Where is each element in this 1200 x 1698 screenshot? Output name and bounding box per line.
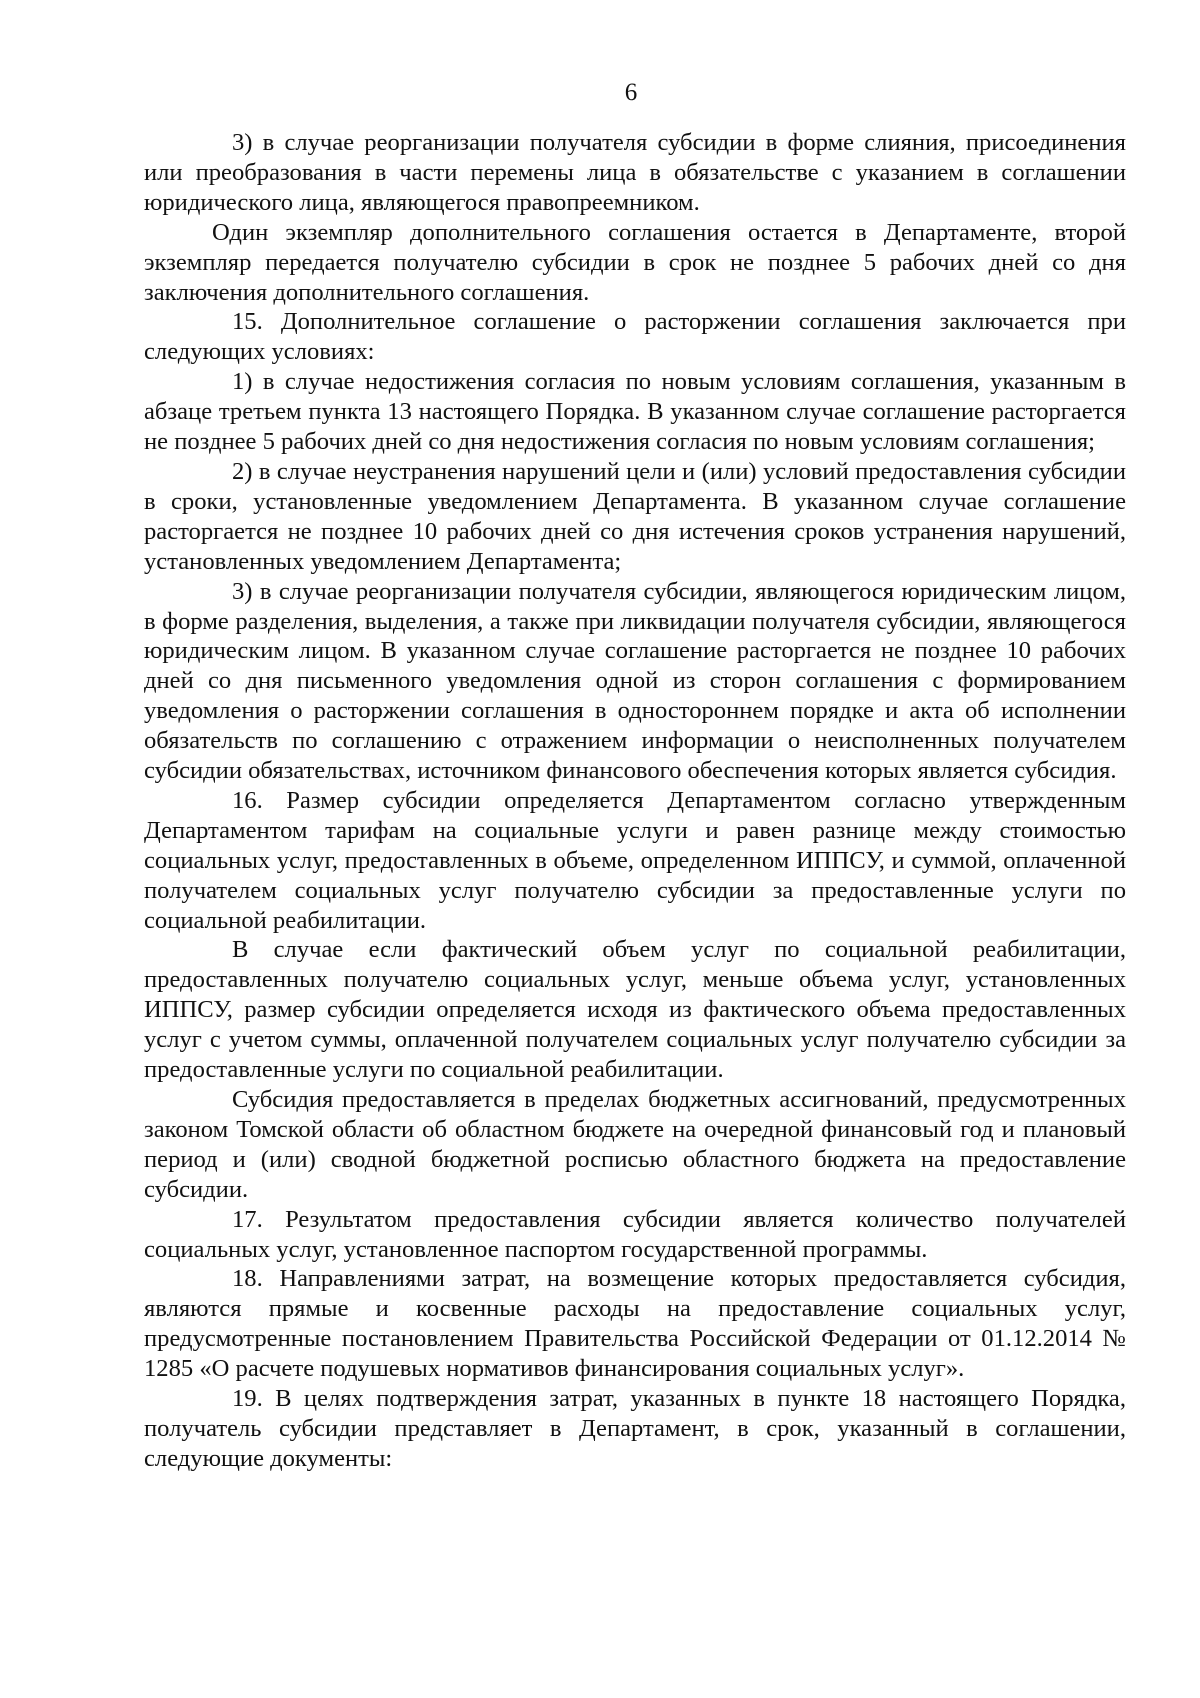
paragraph-additional-agreement-copy: Один экземпляр дополнительного соглашения остается в Департаменте, второй экземпляр передается получателю субсидии в срок не позднее 5 рабочих дней со дня заключения дополнительного соглашения. (144, 218, 1126, 306)
paragraph-15-termination-conditions: 15. Дополнительное соглашение о расторжении соглашения заключается при следующих условиях: (144, 308, 1126, 366)
page-number: 6 (624, 79, 638, 106)
paragraph-16-subsidy-amount: 16. Размер субсидии определяется Департаментом согласно утвержденным Департаментом тарифам на социальные услуги и равен разнице между стоимостью социальных услуг, предоставленных в объеме, определенном ИППСУ, и суммой, оплаченной получателем социальных услуг получателю субсидии за предоставленные услуги по социальной реабилитации. (144, 786, 1126, 934)
paragraph-16-budget-limits: Субсидия предоставляется в пределах бюджетных ассигнований, предусмотренных законом Томской области об областном бюджете на очередной финансовый год и плановый период и (или) сводной бюджетной росписью областного бюджета на предоставление субсидии. (144, 1086, 1126, 1203)
paragraph-15-condition-3: 3) в случае реорганизации получателя субсидии, являющегося юридическим лицом, в форме разделения, выделения, а также при ликвидации получателя субсидии, являющегося юридическим лицом. В указанном случае соглашение расторгается не позднее 10 рабочих дней со дня письменного уведомления одной из сторон соглашения с формированием уведомления о расторжении соглашения в одностороннем порядке и акта об исполнении обязательств по соглашению с отражением информации о неисполненных получателем субсидии обязательствах, источником финансового обеспечения которых является субсидия. (144, 577, 1126, 785)
paragraph-15-condition-2: 2) в случае неустранения нарушений цели и (или) условий предоставления субсидии в сроки, установленные уведомлением Департамента. В указанном случае соглашение расторгается не позднее 10 рабочих дней со дня истечения сроков устранения нарушений, установленных уведомлением Департамента; (144, 457, 1126, 575)
paragraph-17-result: 17. Результатом предоставления субсидии является количество получателей социальных услуг, установленное паспортом государственной программы. (144, 1205, 1126, 1263)
paragraph-15-condition-1: 1) в случае недостижения согласия по новым условиям соглашения, указанным в абзаце третьем пункта 13 настоящего Порядка. В указанном случае соглашение расторгается не позднее 5 рабочих дней со дня недостижения согласия по новым условиям соглашения; (144, 368, 1126, 456)
document-body (144, 128, 1126, 1474)
paragraph-18-cost-directions: 18. Направлениями затрат, на возмещение которых предоставляется субсидия, являются прямые и косвенные расходы на предоставление социальных услуг, предусмотренные постановлением Правительства Российской Федерации от 01.12.2014 № 1285 «О расчете подушевых нормативов финансирования социальных услуг». (144, 1265, 1126, 1383)
paragraph-19-documents: 19. В целях подтверждения затрат, указанных в пункте 18 настоящего Порядка, получатель субсидии представляет в Департамент, в срок, указанный в соглашении, следующие документы: (144, 1385, 1126, 1472)
paragraph-reorganization-merger: 3) в случае реорганизации получателя субсидии в форме слияния, присоединения или преобразования в части перемены лица в обязательстве с указанием в соглашении юридического лица, являющегося правопреемником. (144, 129, 1126, 216)
paragraph-16-actual-volume: В случае если фактический объем услуг по социальной реабилитации, предоставленных получателю социальных услуг, меньше объема услуг, установленных ИППСУ, размер субсидии определяется исходя из фактического объема предоставленных услуг с учетом суммы, оплаченной получателем социальных услуг получателю субсидии за предоставленные услуги по социальной реабилитации. (144, 936, 1126, 1084)
